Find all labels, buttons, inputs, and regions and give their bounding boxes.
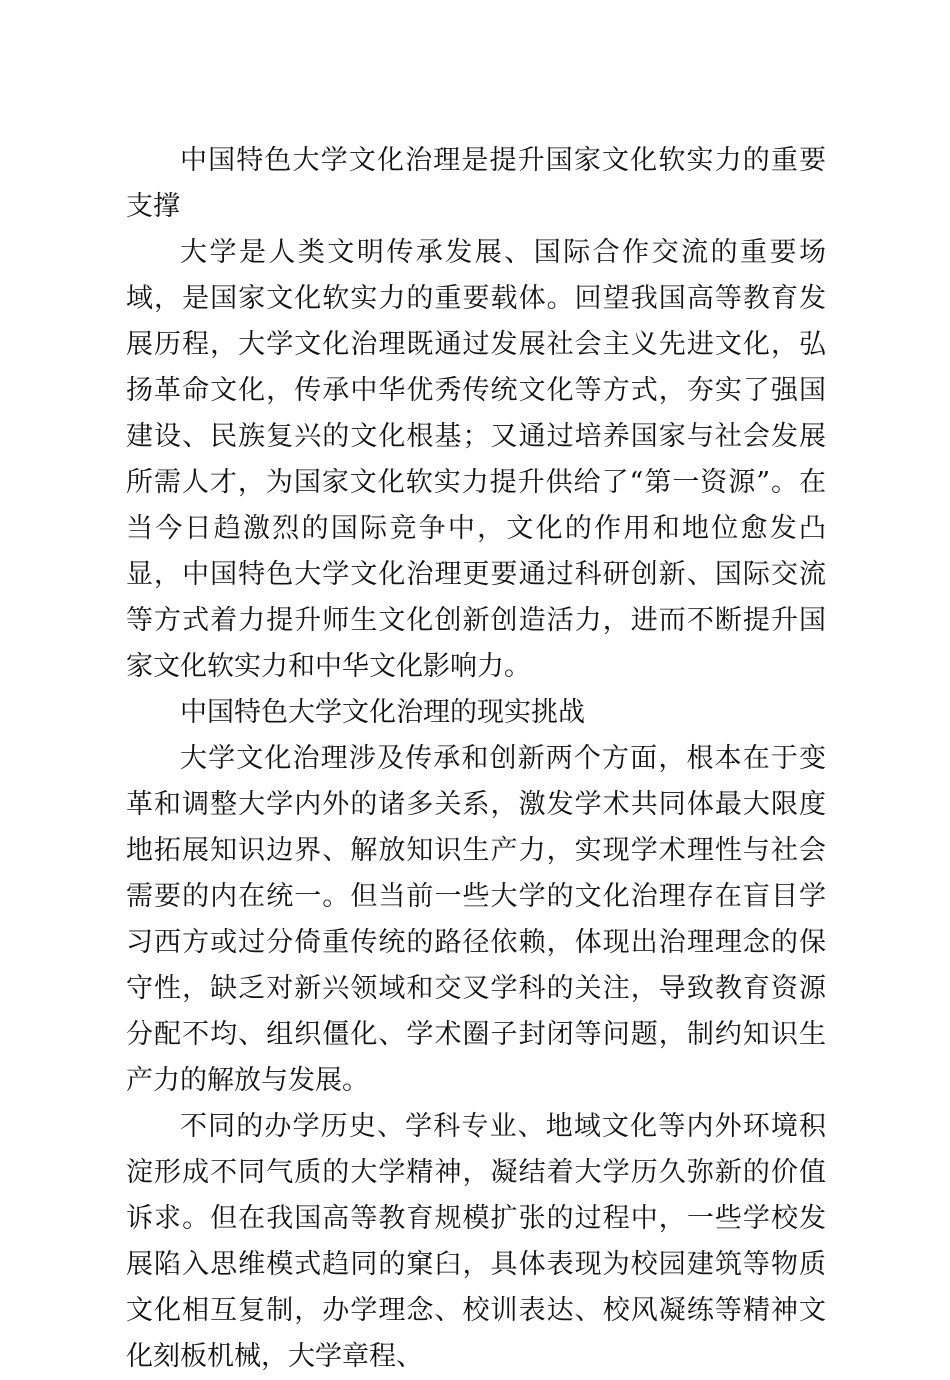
section-heading-2: 中国特色大学文化治理的现实挑战 (180, 697, 585, 728)
paragraph-2: 大学文化治理涉及传承和创新两个方面，根本在于变革和调整大学内外的诸多关系，激发学术共同体最大限度地拓展知识边界、解放知识生产力，实现学术理性与社会需要的内在统一。但当前一些大学的文化治理存在盲目学习西方或过分倚重传统的路径依赖，体现出治理理念的保守性，缺乏对新兴领域和交叉学科的关注，导致教育资源分配不均、组织僵化、学术圈子封闭等问题，制约知识生产力的解放与发展。 (126, 743, 826, 1096)
paragraph-1: 大学是人类文明传承发展、国际合作交流的重要场域，是国家文化软实力的重要载体。回望我国高等教育发展历程，大学文化治理既通过发展社会主义先进文化，弘扬革命文化，传承中华优秀传统文化等方式，夯实了强国建设、民族复兴的文化根基；又通过培养国家与社会发展所需人才，为国家文化软实力提升供给了“第一资源”。在当今日趋激烈的国际竞争中，文化的作用和地位愈发凸显，中国特色大学文化治理更要通过科研创新、国际交流等方式着力提升师生文化创新创造活力，进而不断提升国家文化软实力和中华文化影响力。 (126, 237, 826, 682)
document-body (126, 138, 826, 1380)
section-heading-1: 中国特色大学文化治理是提升国家文化软实力的重要支撑 (126, 145, 826, 222)
paragraph-3: 不同的办学历史、学科专业、地域文化等内外环境积淀形成不同气质的大学精神，凝结着大学历久弥新的价值诉求。但在我国高等教育规模扩张的过程中，一些学校发展陷入思维模式趋同的窠臼，具体表现为校园建筑等物质文化相互复制，办学理念、校训表达、校风凝练等精神文化刻板机械，大学章程、 (126, 1111, 826, 1372)
